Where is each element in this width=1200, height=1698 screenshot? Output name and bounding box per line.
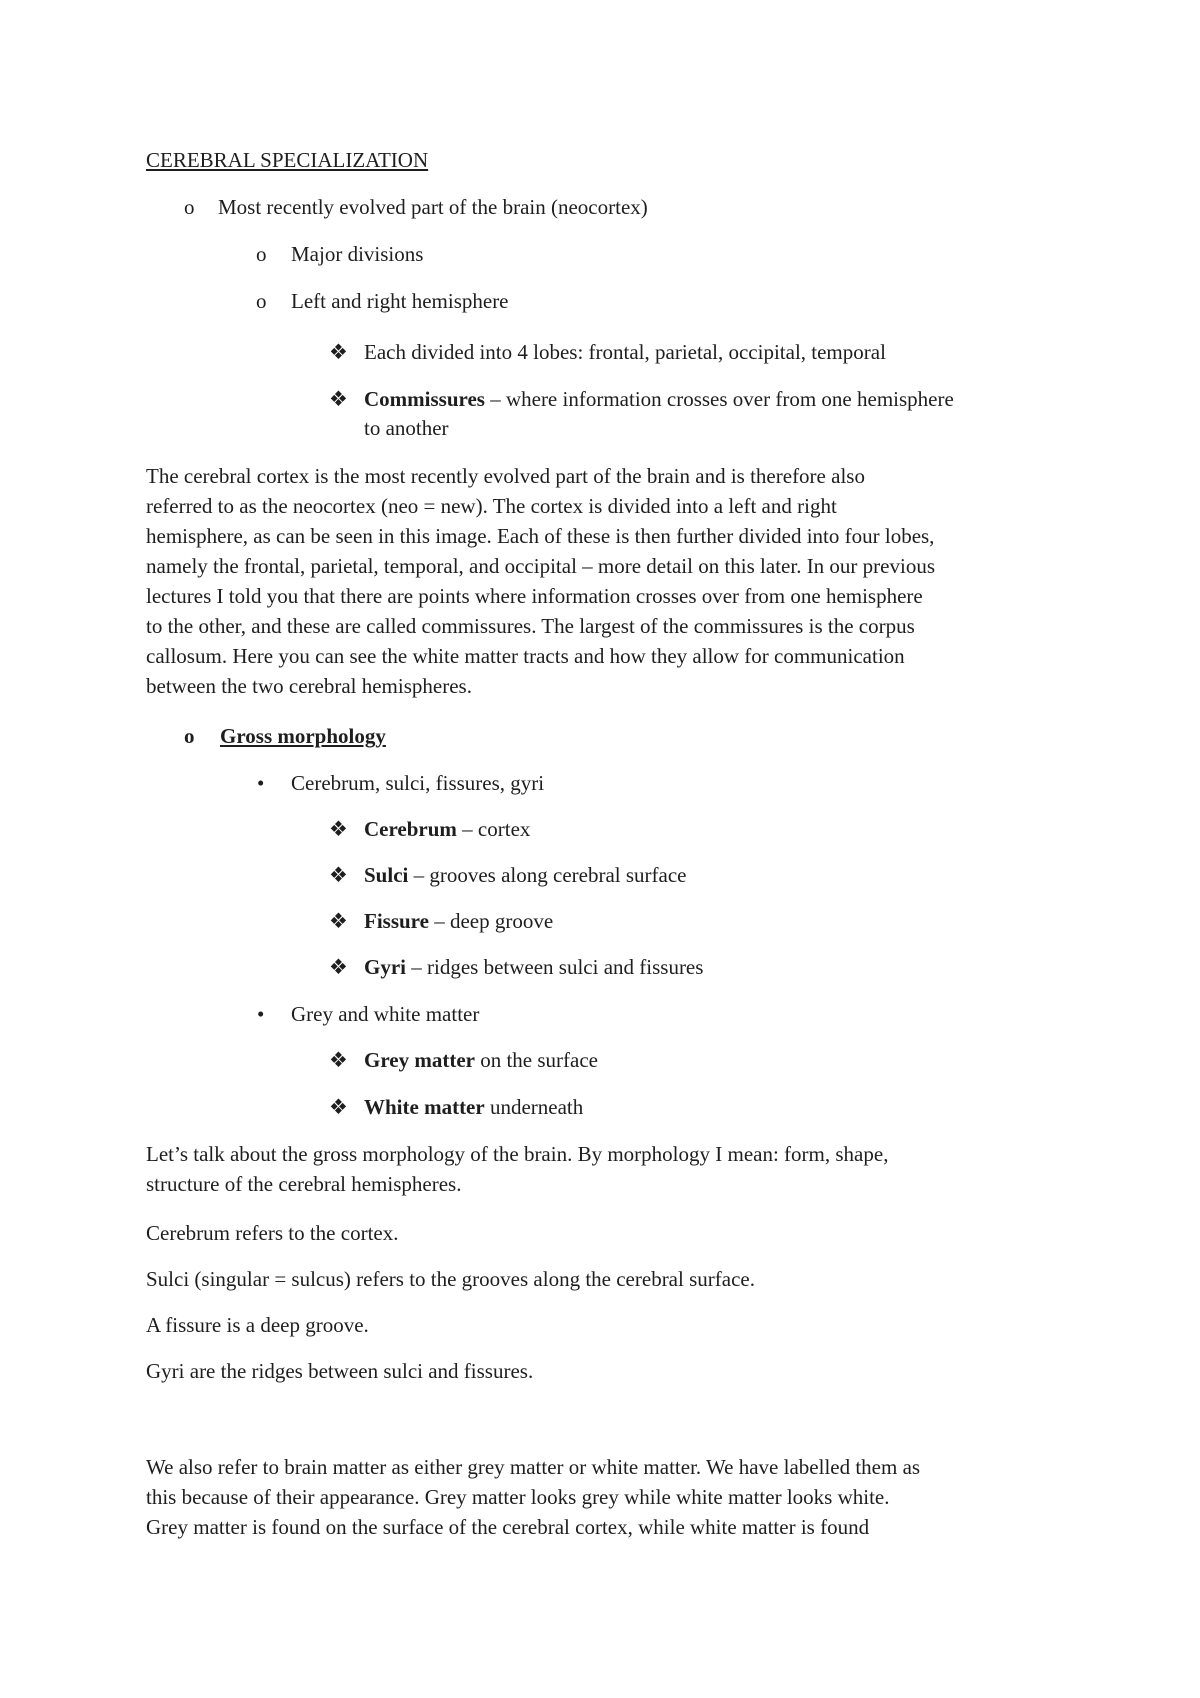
diamond-bullet-icon: ❖	[329, 863, 348, 887]
white-matter-definition: underneath	[484, 1095, 584, 1119]
document-heading: CEREBRAL SPECIALIZATION	[146, 148, 429, 172]
term-fissure: Fissure	[364, 909, 429, 933]
outline-item-major-divisions: Major divisions	[291, 242, 424, 266]
paragraph-line: referred to as the neocortex (neo = new). The cortex is divided into a left and right	[146, 494, 837, 518]
definition-cerebrum	[364, 816, 530, 842]
term-cerebrum: Cerebrum	[364, 817, 457, 841]
paragraph-line: structure of the cerebral hemispheres.	[146, 1172, 462, 1196]
dot-bullet-icon: •	[257, 771, 265, 795]
paragraph-line: Grey matter is found on the surface of the cerebral cortex, while white matter is found	[146, 1515, 870, 1539]
definition-white-matter	[364, 1094, 583, 1120]
paragraph-cortex	[146, 461, 935, 701]
fissure-definition: – deep groove	[428, 909, 554, 933]
bullet-cerebrum-sulci: Cerebrum, sulci, fissures, gyri	[291, 771, 545, 795]
paragraph-gross-morphology	[146, 1139, 888, 1199]
outline-subitem-lobes: Each divided into 4 lobes: frontal, parietal, occipital, temporal	[364, 340, 886, 364]
sentence-gyri: Gyri are the ridges between sulci and fissures.	[146, 1359, 534, 1383]
circle-bullet-icon: o	[184, 195, 195, 219]
paragraph-line: this because of their appearance. Grey matter looks grey while white matter looks white.	[146, 1485, 890, 1509]
outline-item-hemispheres: Left and right hemisphere	[291, 289, 509, 313]
term-commissures: Commissures	[364, 387, 485, 411]
definition-grey-matter	[364, 1047, 598, 1073]
dot-bullet-icon: •	[257, 1002, 265, 1026]
paragraph-line: namely the frontal, parietal, temporal, and occipital – more detail on this later. In our previous	[146, 554, 935, 578]
sentence-cerebrum: Cerebrum refers to the cortex.	[146, 1221, 399, 1245]
definition-sulci	[364, 862, 686, 888]
diamond-bullet-icon: ❖	[329, 1048, 348, 1072]
paragraph-line: The cerebral cortex is the most recently evolved part of the brain and is therefore also	[146, 464, 865, 488]
paragraph-line: hemisphere, as can be seen in this image. Each of these is then further divided into four lobes,	[146, 524, 935, 548]
sentence-sulci: Sulci (singular = sulcus) refers to the grooves along the cerebral surface.	[146, 1267, 755, 1291]
diamond-bullet-icon: ❖	[329, 1095, 348, 1119]
sulci-definition: – grooves along cerebral surface	[408, 863, 687, 887]
gyri-definition: – ridges between sulci and fissures	[406, 955, 704, 979]
outline-item-neocortex: Most recently evolved part of the brain (neocortex)	[218, 195, 648, 219]
paragraph-line: between the two cerebral hemispheres.	[146, 674, 472, 698]
cerebrum-definition: – cortex	[456, 817, 531, 841]
outline-subitem-commissures	[364, 386, 954, 412]
outline-subitem-commissures-cont: to another	[364, 416, 449, 440]
section-heading-gross-morphology: Gross morphology	[220, 724, 386, 748]
definition-fissure	[364, 908, 553, 934]
circle-bullet-icon: o	[256, 289, 267, 313]
diamond-bullet-icon: ❖	[329, 817, 348, 841]
term-gyri: Gyri	[364, 955, 406, 979]
paragraph-line: to the other, and these are called commissures. The largest of the commissures is the corpus	[146, 614, 915, 638]
bold-circle-bullet-icon: o	[184, 724, 195, 748]
diamond-bullet-icon: ❖	[329, 340, 348, 364]
grey-matter-definition: on the surface	[474, 1048, 598, 1072]
diamond-bullet-icon: ❖	[329, 909, 348, 933]
paragraph-line: callosum. Here you can see the white matter tracts and how they allow for communication	[146, 644, 905, 668]
term-grey-matter: Grey matter	[364, 1048, 475, 1072]
commissures-definition: – where information crosses over from one hemisphere	[484, 387, 954, 411]
paragraph-line: We also refer to brain matter as either grey matter or white matter. We have labelled them as	[146, 1455, 921, 1479]
sentence-fissure: A fissure is a deep groove.	[146, 1313, 369, 1337]
paragraph-line: lectures I told you that there are points where information crosses over from one hemisphere	[146, 584, 923, 608]
paragraph-line: Let’s talk about the gross morphology of the brain. By morphology I mean: form, shape,	[146, 1142, 889, 1166]
term-white-matter: White matter	[364, 1095, 485, 1119]
paragraph-grey-white-matter	[146, 1452, 920, 1542]
diamond-bullet-icon: ❖	[329, 955, 348, 979]
term-sulci: Sulci	[364, 863, 409, 887]
bullet-grey-white-matter: Grey and white matter	[291, 1002, 480, 1026]
circle-bullet-icon: o	[256, 242, 267, 266]
definition-gyri	[364, 954, 703, 980]
diamond-bullet-icon: ❖	[329, 387, 348, 411]
